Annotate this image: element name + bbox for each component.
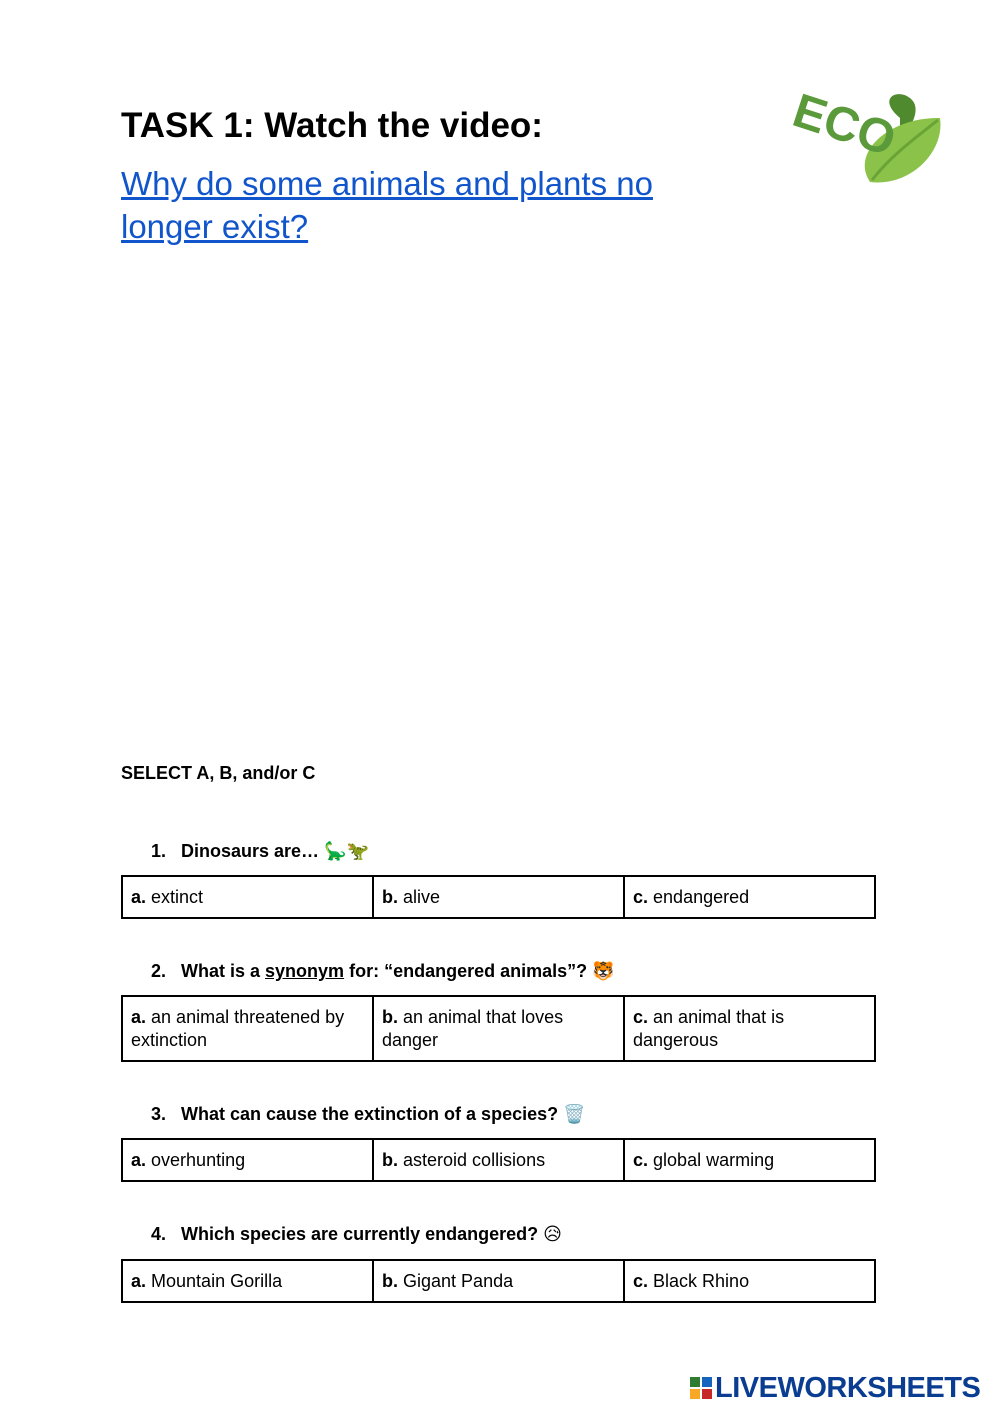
question-2: [151, 959, 615, 984]
video-link[interactable]: Why do some animals and plants no longer exist?: [121, 165, 653, 245]
question-1: [151, 839, 369, 864]
question-text: Which species are currently endangered?: [181, 1224, 539, 1244]
question-number: 1.: [151, 841, 167, 861]
option-c[interactable]: c. global warming: [624, 1139, 875, 1181]
question-text: for: “endangered animals”?: [349, 961, 588, 981]
question-text: What is a: [181, 961, 261, 981]
option-a[interactable]: a. Mountain Gorilla: [122, 1260, 373, 1302]
option-c[interactable]: c. Black Rhino: [624, 1260, 875, 1302]
instruction: SELECT A, B, and/or C: [121, 763, 316, 783]
question-number: 2.: [151, 961, 167, 981]
dinosaur-icon: 🦕🦖: [324, 841, 369, 862]
option-b[interactable]: b. asteroid collisions: [373, 1139, 624, 1181]
task-title: TASK 1: Watch the video:: [121, 106, 543, 145]
tiger-icon: 🐯: [592, 961, 615, 982]
options-table-1: [121, 875, 876, 919]
option-a[interactable]: a. an animal threatened by extinction: [122, 996, 373, 1061]
synonym-term: synonym: [265, 961, 345, 981]
question-3: [151, 1102, 586, 1127]
option-b[interactable]: b. alive: [373, 876, 624, 918]
brand-text: LIVEWORKSHEETS: [715, 1371, 981, 1404]
sad-face-icon: 😥: [543, 1224, 562, 1245]
liveworksheets-logo-icon: [690, 1377, 712, 1399]
question-number: 3.: [151, 1104, 167, 1124]
options-table-3: [121, 1138, 876, 1182]
liveworksheets-brand: [690, 1372, 980, 1404]
option-c[interactable]: c. an animal that is dangerous: [624, 996, 875, 1061]
question-4: [151, 1222, 562, 1247]
question-text: What can cause the extinction of a species?: [181, 1104, 559, 1124]
option-b[interactable]: b. an animal that loves danger: [373, 996, 624, 1061]
eco-logo: [780, 82, 950, 192]
eco-logo-text: ECO: [786, 84, 902, 167]
wastebasket-icon: 🗑️: [563, 1104, 586, 1125]
option-c[interactable]: c. endangered: [624, 876, 875, 918]
option-b[interactable]: b. Gigant Panda: [373, 1260, 624, 1302]
question-number: 4.: [151, 1224, 167, 1244]
option-a[interactable]: a. overhunting: [122, 1139, 373, 1181]
options-table-2: [121, 995, 876, 1062]
option-a[interactable]: a. extinct: [122, 876, 373, 918]
question-text: Dinosaurs are…: [181, 841, 320, 861]
options-table-4: [121, 1259, 876, 1303]
